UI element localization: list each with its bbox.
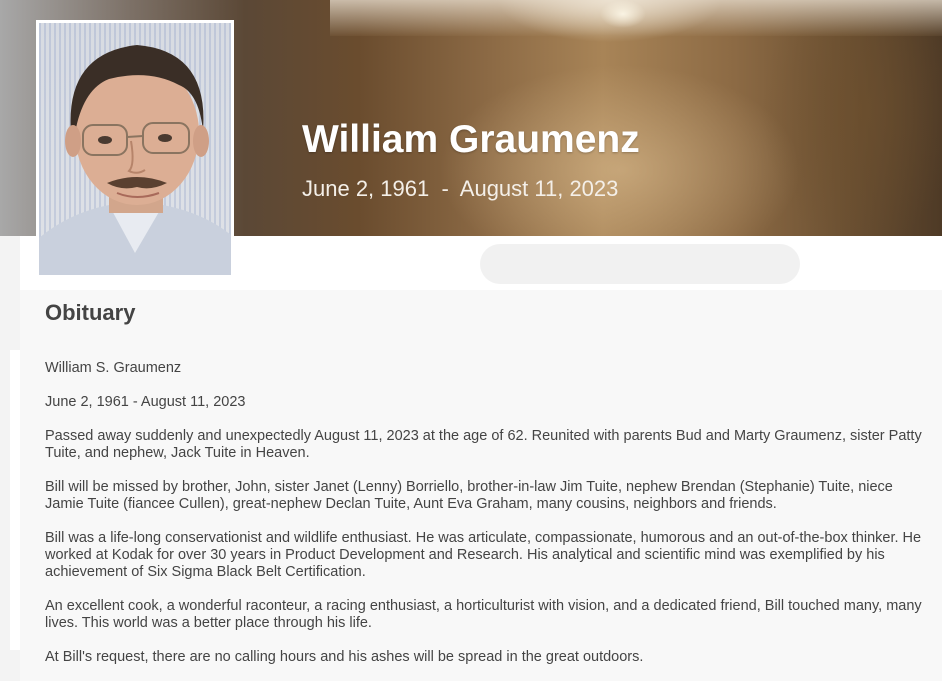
portrait-image — [39, 23, 231, 275]
page-side-gutter-inner — [10, 350, 20, 650]
obituary-paragraph-survivors: Bill will be missed by brother, John, sister Janet (Lenny) Borriello, brother-in-law Jim Tuite, nephew Brendan (Stephanie) Tuite, niece Jamie Tuite (fiancee Cullen), great-nephew Declan Tuite, Aunt Eva Graham, many cousins, neighbors and friends. — [45, 479, 893, 512]
obituary-full-name: William S. Graumenz — [45, 360, 182, 376]
deceased-name: William Graumenz — [302, 118, 640, 161]
obituary-paragraph-career: Bill was a life-long conservationist and wildlife enthusiast. He was articulate, compassionate, humorous and an out-of-the-box thinker. He worked at Kodak for over 30 years in Product Development and Research. His analytical and scientific mind was exemplified by his achievement of Six Sigma Black Belt Certification. — [45, 530, 922, 580]
faded-action-bar — [480, 244, 800, 284]
obituary-dates: June 2, 1961 - August 11, 2023 — [45, 394, 246, 410]
hero-background-glare — [600, 0, 646, 28]
life-dates: June 2, 1961 - August 11, 2023 — [302, 176, 619, 201]
obituary-heading: Obituary — [45, 300, 136, 325]
obituary-paragraph-character: An excellent cook, a wonderful raconteur, a racing enthusiast, a horticulturist with vision, and a dedicated friend, Bill touched many, many lives. This world was a better place through his life. — [45, 598, 922, 631]
obituary-paragraph-passing: Passed away suddenly and unexpectedly August 11, 2023 at the age of 62. Reunited with parents Bud and Marty Graumenz, sister Patty Tuite, and nephew, Jack Tuite in Heaven. — [45, 428, 922, 461]
obituary-paragraph-arrangements: At Bill's request, there are no calling hours and his ashes will be spread in the great outdoors. — [45, 649, 644, 665]
portrait-photo — [36, 20, 234, 278]
